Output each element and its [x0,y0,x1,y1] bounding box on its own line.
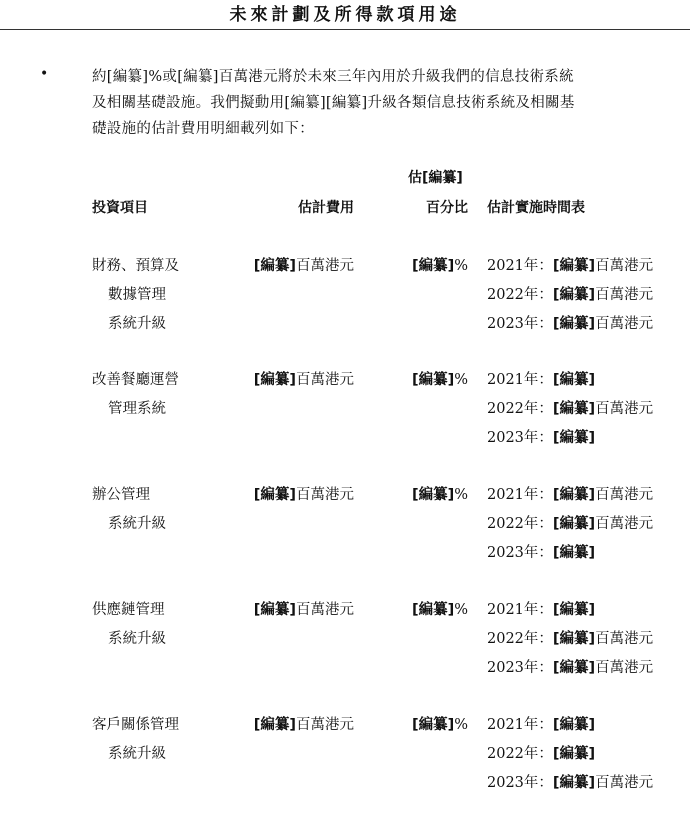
timeline-entry [487,424,653,453]
timeline-entry [487,596,653,625]
investment-item-line: 系統升級 [108,746,166,762]
estimated-cost [230,711,354,740]
redacted-value: [編纂] [552,372,596,388]
investment-item [92,481,166,539]
page-header-title: 未來計劃及所得款項用途 [229,5,461,25]
percent-sign: % [454,258,468,274]
cost-unit: 百萬港元 [296,717,354,733]
cost-unit: 百萬港元 [296,487,354,503]
timeline-year: 2021年： [487,372,553,388]
redacted-value: [編纂] [552,316,596,332]
investment-item-line: 系統升級 [108,316,166,332]
redacted-value: [編纂] [552,717,596,733]
header-item: 投資項目 [92,200,148,216]
timeline-entry [487,740,653,769]
timeline-entry [487,395,653,424]
investment-item-line: 客戶關係管理 [92,717,179,733]
header-timeline: 估計實施時間表 [487,200,585,216]
redacted-value: [編纂] [552,487,596,503]
redacted-value: [編纂] [253,372,296,388]
implementation-timeline [487,481,653,568]
estimated-cost [230,481,354,510]
timeline-unit: 百萬港元 [595,631,654,647]
investment-item-line: 系統升級 [108,631,166,647]
investment-item [92,596,166,654]
redacted-value: [編纂] [552,746,596,762]
redacted-value: [編纂] [253,602,296,618]
percentage [390,711,468,740]
intro-line: 礎設施的估計費用明細載列如下： [92,121,314,137]
implementation-timeline [487,252,653,339]
redacted-value: [編纂] [552,631,596,647]
header-pct-top: 估[編纂] [408,170,463,186]
redacted-value: [編纂] [411,602,455,618]
investment-item [92,711,179,769]
timeline-entry [487,510,653,539]
redacted-value: [編纂] [552,660,596,676]
timeline-entry [487,769,653,798]
estimated-cost [230,366,354,395]
timeline-year: 2023年： [487,660,553,676]
redacted-value: [編纂] [253,487,296,503]
investment-item-line: 供應鏈管理 [92,602,165,618]
timeline-unit: 百萬港元 [595,287,654,303]
redacted-value: [編纂] [411,717,455,733]
timeline-year: 2023年： [487,775,553,791]
intro-line: 及相關基礎設施。我們擬動用[編纂][編纂]升級各類信息技術系統及相關基 [92,95,575,111]
timeline-entry [487,539,653,568]
percent-sign: % [454,717,468,733]
redacted-value: [編纂] [552,401,596,417]
redacted-value: [編纂] [552,430,596,446]
percentage [390,252,468,281]
investment-item [92,366,179,424]
timeline-year: 2023年： [487,430,553,446]
redacted-value: [編纂] [411,487,455,503]
estimated-cost [230,252,354,281]
timeline-year: 2022年： [487,401,553,417]
timeline-year: 2022年： [487,287,553,303]
intro-line: 約[編纂]%或[編纂]百萬港元將於未來三年內用於升級我們的信息技術系統 [92,69,574,85]
header-pct-bottom: 百分比 [426,200,468,216]
investment-item-line: 系統升級 [108,516,166,532]
redacted-value: [編纂] [253,717,296,733]
percentage [390,481,468,510]
implementation-timeline [487,366,653,453]
timeline-unit: 百萬港元 [595,401,654,417]
investment-item [92,252,179,339]
investment-item-line: 辦公管理 [92,487,150,503]
redacted-value: [編纂] [552,258,596,274]
redacted-value: [編纂] [552,775,596,791]
timeline-unit: 百萬港元 [595,660,654,676]
implementation-timeline [487,711,653,798]
timeline-unit: 百萬港元 [595,258,654,274]
percentage [390,596,468,625]
redacted-value: [編纂] [552,545,596,561]
implementation-timeline [487,596,653,683]
investment-item-line: 數據管理 [108,287,166,303]
timeline-entry [487,281,653,310]
redacted-value: [編纂] [253,258,296,274]
timeline-entry [487,366,653,395]
cost-unit: 百萬港元 [296,602,354,618]
timeline-unit: 百萬港元 [595,516,654,532]
timeline-year: 2022年： [487,516,553,532]
timeline-year: 2022年： [487,746,553,762]
investment-item-line: 財務、預算及 [92,258,179,274]
bullet-point: • [40,66,49,82]
timeline-unit: 百萬港元 [595,316,654,332]
timeline-year: 2021年： [487,258,553,274]
cost-unit: 百萬港元 [296,258,354,274]
timeline-year: 2021年： [487,487,553,503]
timeline-entry [487,625,653,654]
timeline-entry [487,310,653,339]
investment-item-line: 改善餐廳運營 [92,372,179,388]
header-rule [0,29,690,30]
investment-item-line: 管理系統 [108,401,166,417]
percent-sign: % [454,487,468,503]
timeline-entry [487,654,653,683]
timeline-year: 2021年： [487,717,553,733]
timeline-unit: 百萬港元 [595,487,654,503]
percent-sign: % [454,372,468,388]
redacted-value: [編纂] [552,287,596,303]
timeline-year: 2023年： [487,545,553,561]
timeline-entry [487,252,653,281]
percentage [390,366,468,395]
cost-unit: 百萬港元 [296,372,354,388]
timeline-entry [487,711,653,740]
timeline-year: 2022年： [487,631,553,647]
redacted-value: [編纂] [411,372,455,388]
timeline-year: 2023年： [487,316,553,332]
header-cost: 估計費用 [298,200,354,216]
timeline-entry [487,481,653,510]
timeline-unit: 百萬港元 [595,775,654,791]
redacted-value: [編纂] [552,602,596,618]
timeline-year: 2021年： [487,602,553,618]
percent-sign: % [454,602,468,618]
redacted-value: [編纂] [552,516,596,532]
intro-paragraph [92,64,682,142]
redacted-value: [編纂] [411,258,455,274]
estimated-cost [230,596,354,625]
